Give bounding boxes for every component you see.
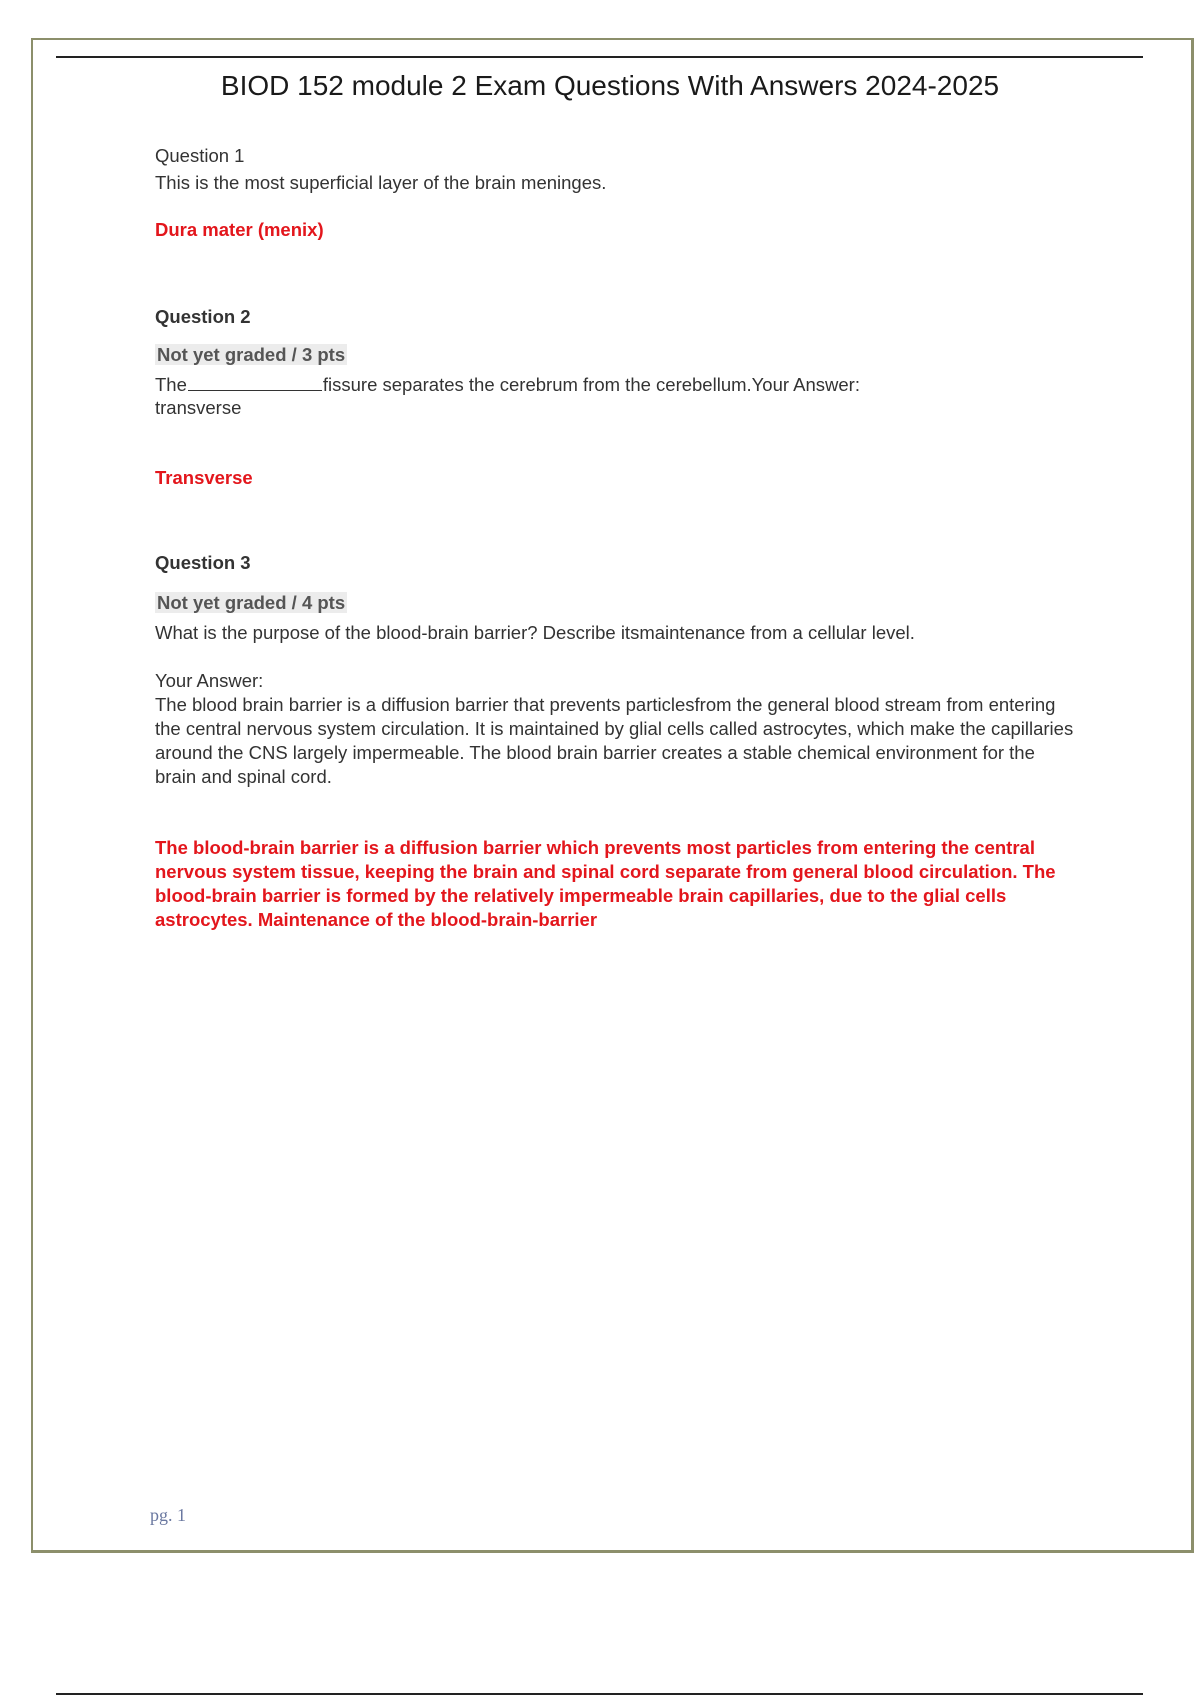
prompt-after: fissure separates the cerebrum from the cerebellum.Your Answer:: [322, 374, 860, 395]
page-frame: [31, 38, 1194, 1553]
question-1-answer: Dura mater (menix): [155, 219, 324, 240]
question-2-prompt: [155, 372, 1075, 397]
page-number: pg. 1: [150, 1505, 186, 1525]
question-3-answer: The blood-brain barrier is a diffusion barrier which prevents most particles from entering the central nervous system tissue, keeping the brain and spinal cord separate from general blood circulation. The blood-brain barrier is formed by the relatively impermeable brain capillaries, due to the glial cells astrocytes. Maintenance of the blood-brain-barrier: [155, 837, 1056, 930]
fill-in-blank: [188, 372, 322, 391]
question-3-heading: Question 3: [155, 552, 251, 573]
document-title: BIOD 152 module 2 Exam Questions With Answers 2024-2025: [220, 70, 1000, 101]
header-rule: [56, 56, 1143, 58]
question-2-heading: Question 2: [155, 306, 251, 327]
grade-badge: Not yet graded / 4 pts: [157, 592, 346, 613]
question-1-prompt: This is the most superficial layer of the brain meninges.: [155, 172, 607, 193]
question-3-prompt: What is the purpose of the blood-brain barrier? Describe itsmaintenance from a cellular level.: [155, 622, 915, 643]
grade-badge: Not yet graded / 3 pts: [157, 344, 346, 365]
question-2-grade: [155, 343, 1075, 367]
question-3-your-answer-label: Your Answer:: [155, 670, 264, 691]
question-2-answer: Transverse: [155, 467, 253, 488]
question-1-heading: Question 1: [155, 145, 245, 166]
question-2-your-answer: transverse: [155, 397, 242, 418]
question-3-your-answer: The blood brain barrier is a diffusion barrier that prevents particlesfrom the general blood stream from entering the central nervous system circulation. It is maintained by glial cells called astrocytes, which make the capillaries around the CNS largely impermeable. The blood brain barrier creates a stable chemical environment for the brain and spinal cord.: [155, 694, 1074, 787]
question-3-grade: [155, 591, 1075, 615]
prompt-before: The: [155, 374, 187, 395]
footer-rule: [56, 1693, 1143, 1695]
